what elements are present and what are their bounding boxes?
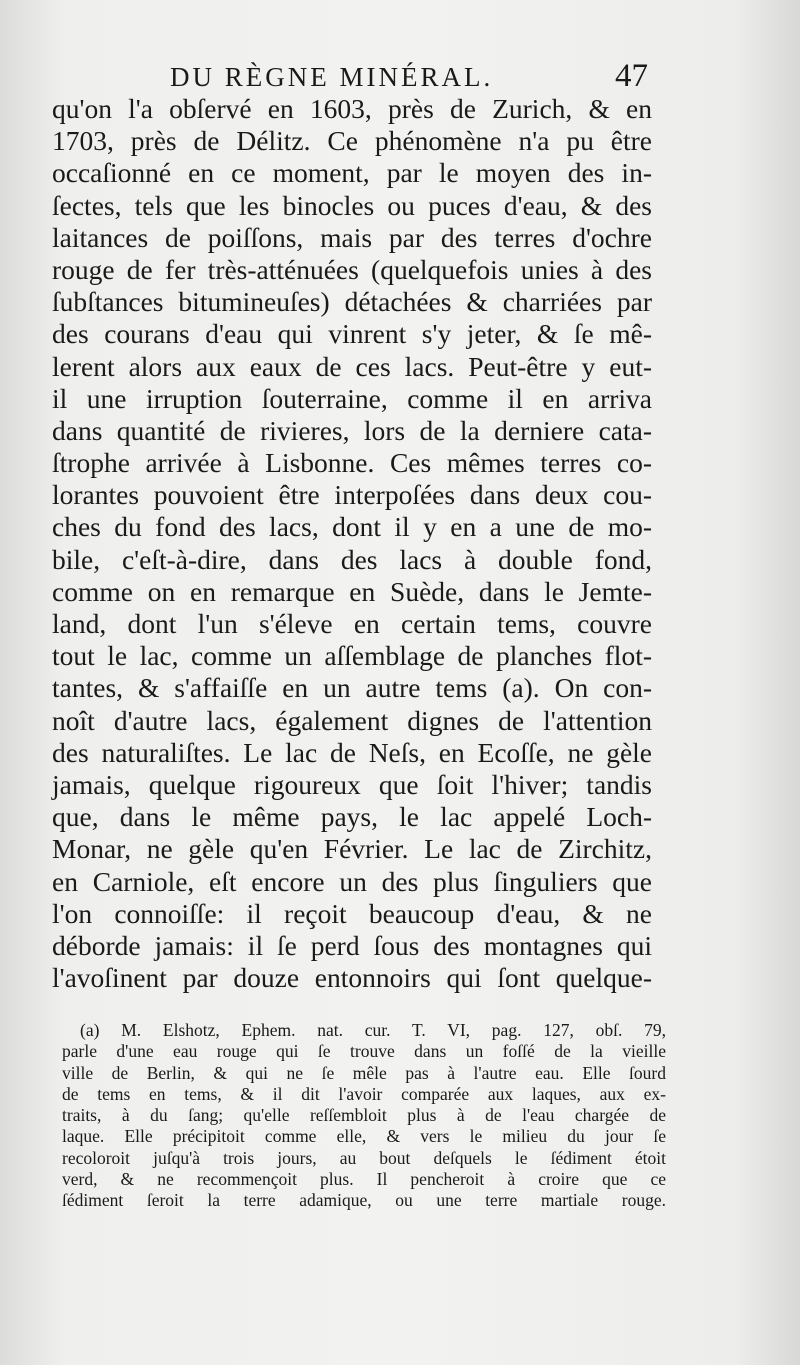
text-line: l'on connoiſſe: il reçoit beaucoup d'eau, & ne	[52, 897, 652, 929]
footnote-line: de tems en tems, & il dit l'avoir comparée aux laques, aux ex-	[62, 1083, 666, 1104]
footnote-line: (a) M. Elshotz, Ephem. nat. cur. T. VI, pag. 127, obſ. 79,	[80, 1020, 666, 1040]
text-line: 1703, près de Délitz. Ce phénomène n'a pu être	[52, 125, 652, 157]
footnote-line: ville de Berlin, & qui ne ſe mêle pas à l'autre eau. Elle ſourd	[62, 1062, 666, 1083]
text-line: land, dont l'un s'éleve en certain tems, couvre	[52, 608, 652, 639]
footnote-line: recoloroit juſqu'à trois jours, au bout deſquels le ſédiment étoit	[62, 1147, 666, 1168]
text-line: lorantes pouvoient être interpoſées dans deux cou-	[52, 479, 652, 511]
footnote-line: ſédiment ſeroit la terre adamique, ou une terre martiale rouge.	[62, 1190, 666, 1211]
text-line: ſectes, tels que les binocles ou puces d'eau, & des	[52, 189, 652, 221]
text-line: dans quantité de rivieres, lors de la derniere cata-	[52, 414, 652, 446]
text-line: tout le lac, comme un aſſemblage de planches flot-	[52, 640, 652, 672]
text-line: déborde jamais: il ſe perd ſous des montagnes qui	[52, 929, 652, 961]
page-number: 47	[615, 58, 648, 94]
footnote-line: verd, & ne recommençoit plus. Il pencheroit à croire que ce	[62, 1169, 666, 1190]
text-line: qu'on l'a obſervé en 1603, près de Zurich, & en	[52, 93, 652, 124]
main-text	[52, 93, 652, 994]
text-line: comme on en remarque en Suède, dans le Jemte-	[52, 575, 652, 607]
text-line: Monar, ne gèle qu'en Février. Le lac de Zirchitz,	[52, 833, 652, 865]
text-line: bile, c'eſt-à-dire, dans des lacs à double fond,	[52, 543, 652, 575]
footnote-line: parle d'une eau rouge qui ſe trouve dans un foſſé de la vieille	[62, 1041, 666, 1062]
text-line: ſubſtances bitumineuſes) détachées & charriées par	[52, 286, 652, 318]
text-line: ches du fond des lacs, dont il y en a une de mo-	[52, 511, 652, 543]
text-line: rouge de fer très-atténuées (quelquefois unies à des	[52, 253, 652, 285]
text-line: des courans d'eau qui vinrent s'y jeter, & ſe mê-	[52, 318, 652, 350]
footnote-line: traits, à du ſang; qu'elle reſſembloit plus à de l'eau chargée de	[62, 1105, 666, 1126]
text-line: ſtrophe arrivée à Lisbonne. Ces mêmes terres co-	[52, 447, 652, 479]
running-head: DU RÈGNE MINÉRAL.	[170, 62, 494, 92]
text-line: occaſionné en ce moment, par le moyen des in-	[52, 157, 652, 189]
text-line: tantes, & s'affaiſſe en un autre tems (a). On con-	[52, 672, 652, 704]
text-line: il une irruption ſouterraine, comme il en arriva	[52, 382, 652, 414]
text-line: laitances de poiſſons, mais par des terres d'ochre	[52, 221, 652, 253]
text-line: lerent alors aux eaux de ces lacs. Peut-être y eut-	[52, 350, 652, 382]
text-line: l'avoſinent par douze entonnoirs qui ſont quelque-	[52, 962, 652, 994]
footnote-block	[62, 1020, 666, 1212]
text-line: en Carniole, eſt encore un des plus ſinguliers que	[52, 865, 652, 897]
text-line: des naturaliſtes. Le lac de Neſs, en Ecoſſe, ne gèle	[52, 736, 652, 768]
text-line: jamais, quelque rigoureux que ſoit l'hiver; tandis	[52, 768, 652, 800]
footnote-line: laque. Elle précipitoit comme elle, & vers le milieu du jour ſe	[62, 1126, 666, 1147]
text-line: que, dans le même pays, le lac appelé Loch-	[52, 801, 652, 833]
text-line: noît d'autre lacs, également dignes de l'attention	[52, 704, 652, 736]
